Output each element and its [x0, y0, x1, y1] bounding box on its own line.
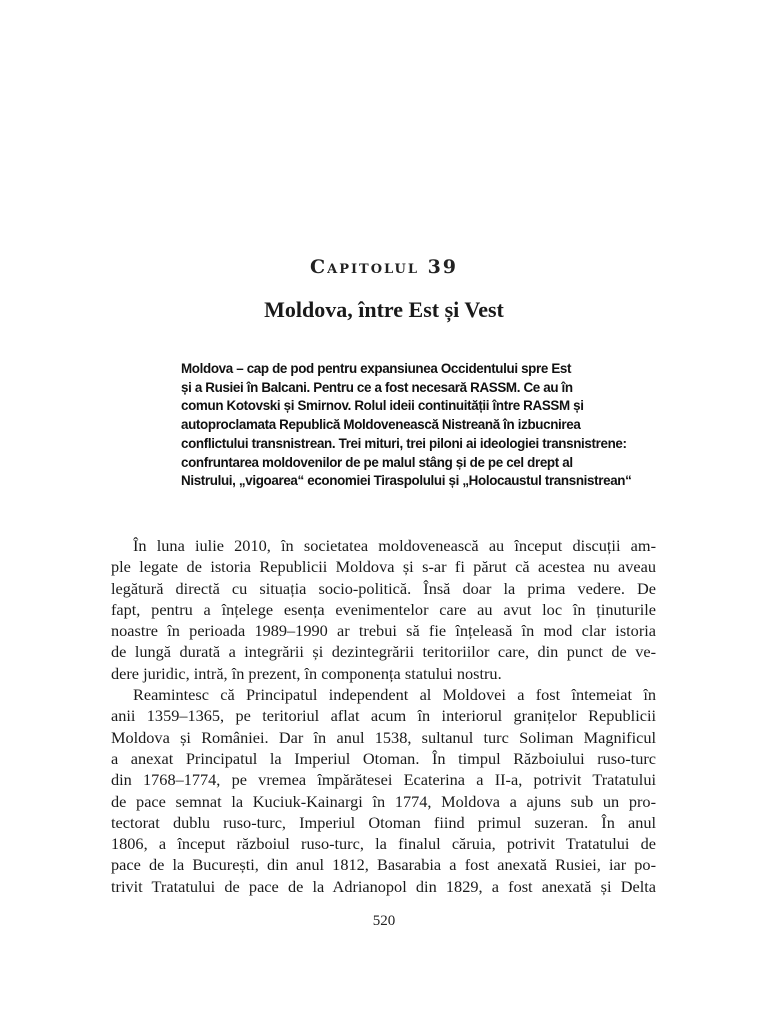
text-line: anii 1359–1365, pe teritoriul aflat acum în interiorul granițelor Republicii [111, 706, 656, 726]
abstract-line: autoproclamata Republică Moldovenească Nistreană în izbucnirea [181, 417, 581, 433]
abstract-line: comun Kotovski și Smirnov. Rolul ideii continuității între RASSM și [181, 398, 584, 414]
text-line: dere juridic, intră, în prezent, în componența statului nostru. [111, 663, 502, 683]
text-line: Reamintesc că Principatul independent al Moldovei a fost întemeiat în [133, 685, 656, 705]
text-line: pace de la București, din anul 1812, Basarabia a fost anexată Rusiei, iar po- [111, 855, 656, 875]
text-line: tectorat dublu ruso-turc, Imperiul Otoman fiind primul suzeran. În anul [111, 812, 656, 832]
chapter-title: Moldova, între Est și Vest [264, 297, 504, 322]
abstract-line: conflictului transnistrean. Trei mituri, trei piloni ai ideologiei transnistrene: [181, 435, 627, 451]
paragraph [111, 684, 656, 897]
text-line: În luna iulie 2010, în societatea moldovenească au început discuții am- [133, 536, 656, 555]
body-text [111, 535, 656, 897]
chapter-abstract [181, 360, 653, 491]
text-line: din 1768–1774, pe vremea împărătesei Ecaterina a II-a, potrivit Tratatului [111, 770, 656, 790]
text-line: fapt, pentru a înțelege esența evenimentelor care au avut loc în ținuturile [111, 599, 656, 619]
text-line: legătură directă cu situația socio-politică. Însă doar la prima vedere. De [111, 578, 656, 598]
text-line: noastre în perioada 1989–1990 ar trebui să fie înțeleasă în mod clar istoria [111, 621, 656, 641]
text-line: a anexat Principatul la Imperiul Otoman. În timpul Războiului ruso-turc [111, 748, 656, 768]
chapter-number: Capitolul 39 [309, 256, 459, 278]
text-line: Moldova și României. Dar în anul 1538, sultanul turc Soliman Magnificul [111, 727, 656, 747]
paragraph [111, 535, 656, 684]
abstract-line: Nistrului, „vigoarea“ economiei Tiraspolului și „Holocaustul transnistrean“ [181, 473, 632, 489]
text-line: 1806, a început războiul ruso-turc, la finalul căruia, potrivit Tratatului de [111, 834, 656, 854]
text-line: de pace semnat la Kuciuk-Kainargi în 1774, Moldova a ajuns sub un pro- [111, 791, 656, 811]
text-line: trivit Tratatului de pace de la Adrianopol din 1829, a fost anexată și Delta [111, 876, 656, 896]
abstract-line: Moldova – cap de pod pentru expansiunea Occidentului spre Est [181, 361, 572, 376]
page-number: 520 [372, 913, 396, 929]
text-line: ple legate de istoria Republicii Moldova și s-ar fi părut că acestea nu aveau [111, 557, 656, 577]
abstract-line: confruntarea moldovenilor de pe malul stâng și de pe cel drept al [181, 454, 573, 470]
text-line: de lungă durată a integrării și dezintegrării teritoriilor care, din punct de ve- [111, 642, 656, 662]
abstract-line: și a Rusiei în Balcani. Pentru ce a fost necesară RASSM. Ce au în [181, 379, 573, 395]
